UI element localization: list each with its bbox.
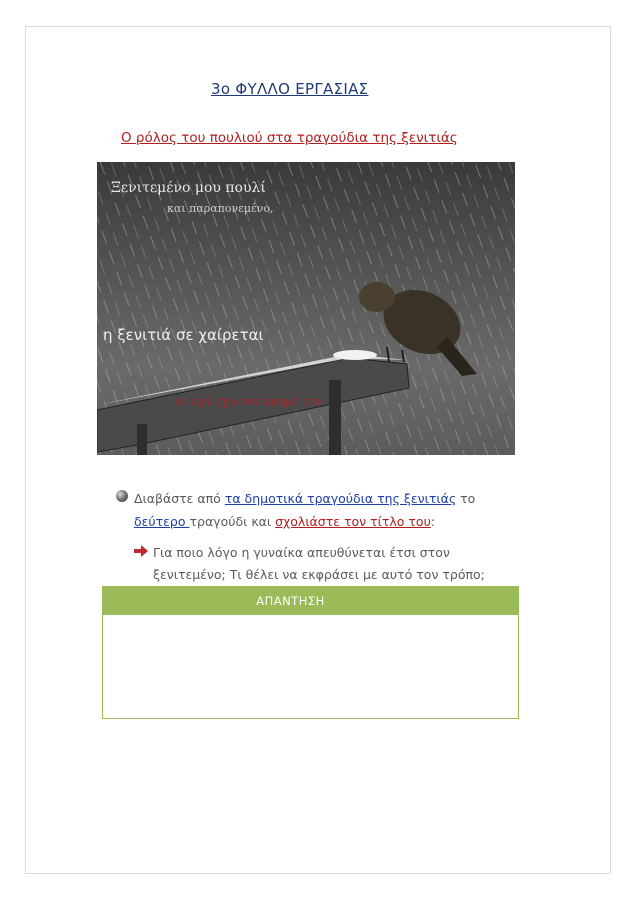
comment-title-text: σχολιάστε τον τίτλο του — [275, 514, 431, 529]
worksheet-subtitle: Ο ρόλος του πουλιού στα τραγούδια της ξενιτιάς — [121, 130, 458, 146]
link-second[interactable]: δεύτερο — [134, 514, 190, 529]
image-caption-line3: η ξενιτιά σε χαίρεται — [103, 326, 264, 344]
link-folk-songs[interactable]: τα δημοτικά τραγούδια της ξενιτιάς — [224, 491, 457, 506]
bench-leg — [329, 380, 341, 455]
instruction-colon: : — [430, 514, 436, 529]
question-line1: Για ποιο λόγο η γυναίκα απευθύνεται έτσι στον — [153, 545, 450, 560]
answer-header: ΑΠΑΝΤΗΣΗ — [103, 587, 518, 615]
bird-in-rain-image — [97, 162, 515, 455]
image-caption-line1: Ξενιτεμένο μου πουλί — [111, 180, 266, 196]
snow-pile — [333, 350, 377, 360]
bullet-icon — [116, 490, 128, 502]
instruction-prefix: Διαβάστε από — [134, 491, 225, 506]
instruction-line1 — [134, 491, 475, 506]
answer-table — [102, 586, 519, 719]
image-caption-line2: και παραπονεμένο, — [167, 202, 274, 215]
arrow-right-icon — [134, 545, 148, 557]
image-caption-line4: κι εγώ έχω τον καημό σου — [177, 395, 324, 408]
instruction-text2: τραγούδι και — [189, 514, 276, 529]
bird-in-rain-illustration — [97, 162, 515, 455]
instruction-line2 — [134, 514, 435, 529]
sheet-title: 3ο ΦΥΛΛΟ ΕΡΓΑΣΙΑΣ — [211, 80, 369, 98]
instruction-middle: το — [456, 491, 476, 506]
bench-leg-left — [137, 424, 147, 455]
answer-area[interactable] — [103, 615, 518, 720]
question-line2: ξενιτεμένο; Τι θέλει να εκφράσει με αυτό τον τρόπο; — [153, 567, 485, 582]
